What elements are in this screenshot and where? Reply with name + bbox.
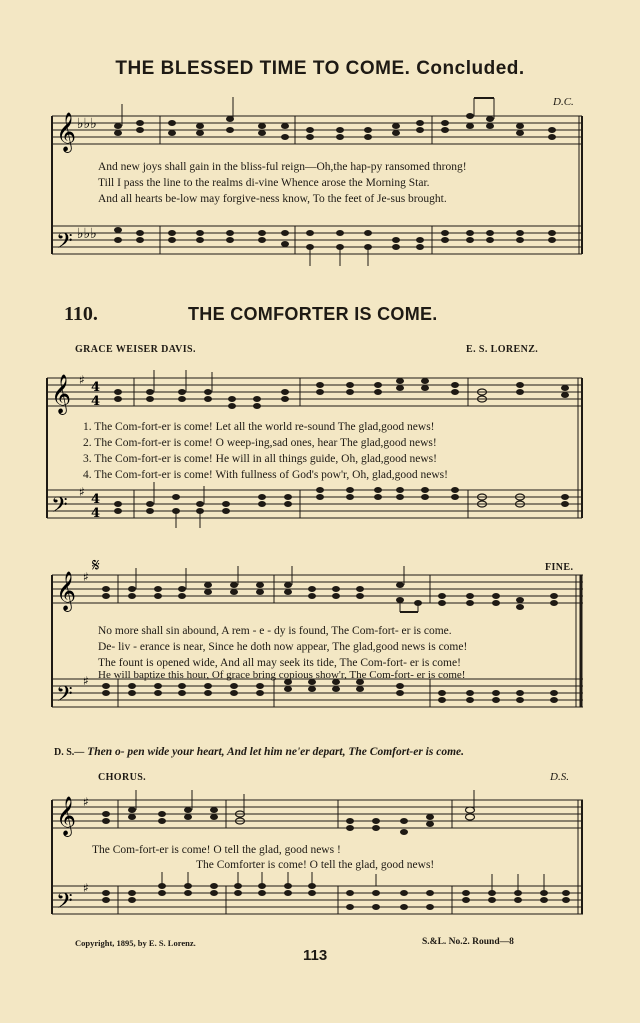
sharp-icon: ♯ <box>83 881 89 895</box>
lyric-line: Till I pass the line to the realms di-vine Whence arose the Morning Star. <box>98 177 430 189</box>
music-credit: E. S. LORENZ. <box>466 344 539 355</box>
treble-clef-icon: 𝄞 <box>56 571 77 611</box>
dc-mark: D.C. <box>553 96 574 108</box>
sharp-icon: ♯ <box>79 373 85 387</box>
verse-lyric: 4. The Com-fort-er is come! With fullness of God's pow'r, Oh, glad,good news! <box>83 469 448 481</box>
refrain-lyric: De- liv - erance is near, Since he doth now appear, The glad,good news is come! <box>98 641 468 653</box>
verse-lyric: 2. The Com-fort-er is come! O weep-ing,sad ones, hear The glad,good news! <box>83 437 437 449</box>
ds-mark: D.S. <box>550 771 569 783</box>
flat-icon: ♭♭♭ <box>77 116 97 132</box>
book-reference: S.&L. No.2. Round—8 <box>422 937 514 947</box>
words-credit: GRACE WEISER DAVIS. <box>75 344 196 355</box>
sharp-icon: ♯ <box>79 485 85 499</box>
treble-clef-icon: 𝄞 <box>51 374 72 414</box>
sharp-icon: ♯ <box>83 674 89 688</box>
refrain-lyric: No more shall sin abound, A rem - e - dy is found, The Com-fort- er is come. <box>98 625 452 637</box>
treble-clef-icon: 𝄞 <box>56 796 77 836</box>
ds-text: Then o- pen wide your heart, And let him ne'er depart, The Comfort-er is come. <box>87 746 465 758</box>
chorus-label: CHORUS. <box>98 772 147 783</box>
hymn-number: 110. <box>64 303 98 325</box>
time-signature: 4 <box>91 506 101 521</box>
lyric-line: And new joys shall gain in the bliss-ful reign—Oh,the hap-py ransomed throng! <box>98 161 467 173</box>
verse-lyric: 3. The Com-fort-er is come! He will in all things guide, Oh, glad,good news! <box>83 453 437 465</box>
hymn-title: THE COMFORTER IS COME. <box>188 304 438 324</box>
bass-clef-icon: 𝄢 <box>56 682 73 712</box>
time-signature: 4 <box>91 380 101 395</box>
verse-lyric: 1. The Com-fort-er is come! Let all the world re-sound The glad,good news! <box>83 421 435 433</box>
time-signature: 4 <box>91 394 101 409</box>
segno-icon: 𝄋 <box>92 555 100 576</box>
page-number: 113 <box>303 947 328 964</box>
treble-clef-icon: 𝄞 <box>56 112 77 152</box>
refrain-lyric: The fount is opened wide, And all may seek its tide, The Com-fort- er is come! <box>98 657 461 669</box>
bass-clef-icon: 𝄢 <box>51 493 68 523</box>
page-title: THE BLESSED TIME TO COME. Concluded. <box>115 58 525 79</box>
fine-mark: FINE. <box>545 562 574 573</box>
sharp-icon: ♯ <box>83 795 89 809</box>
sharp-icon: ♯ <box>83 570 89 584</box>
copyright-note: Copyright, 1895, by E. S. Lorenz. <box>75 938 196 948</box>
lyric-line: And all hearts be-low may forgive-ness know, To the feet of Je-sus brought. <box>98 193 447 205</box>
chorus-lyric: The Comforter is come! O tell the glad, good news! <box>196 859 435 871</box>
ds-label: D. S.— <box>54 747 85 758</box>
time-signature: 4 <box>91 492 101 507</box>
refrain-lyric: He will baptize this hour, Of grace bring copious show'r, The Com-fort- er is come! <box>98 669 466 681</box>
chorus-lyric: The Com-fort-er is come! O tell the glad, good news ! <box>92 844 341 856</box>
flat-icon: ♭♭♭ <box>77 226 97 242</box>
bass-clef-icon: 𝄢 <box>56 889 73 919</box>
bass-clef-icon: 𝄢 <box>56 229 73 259</box>
